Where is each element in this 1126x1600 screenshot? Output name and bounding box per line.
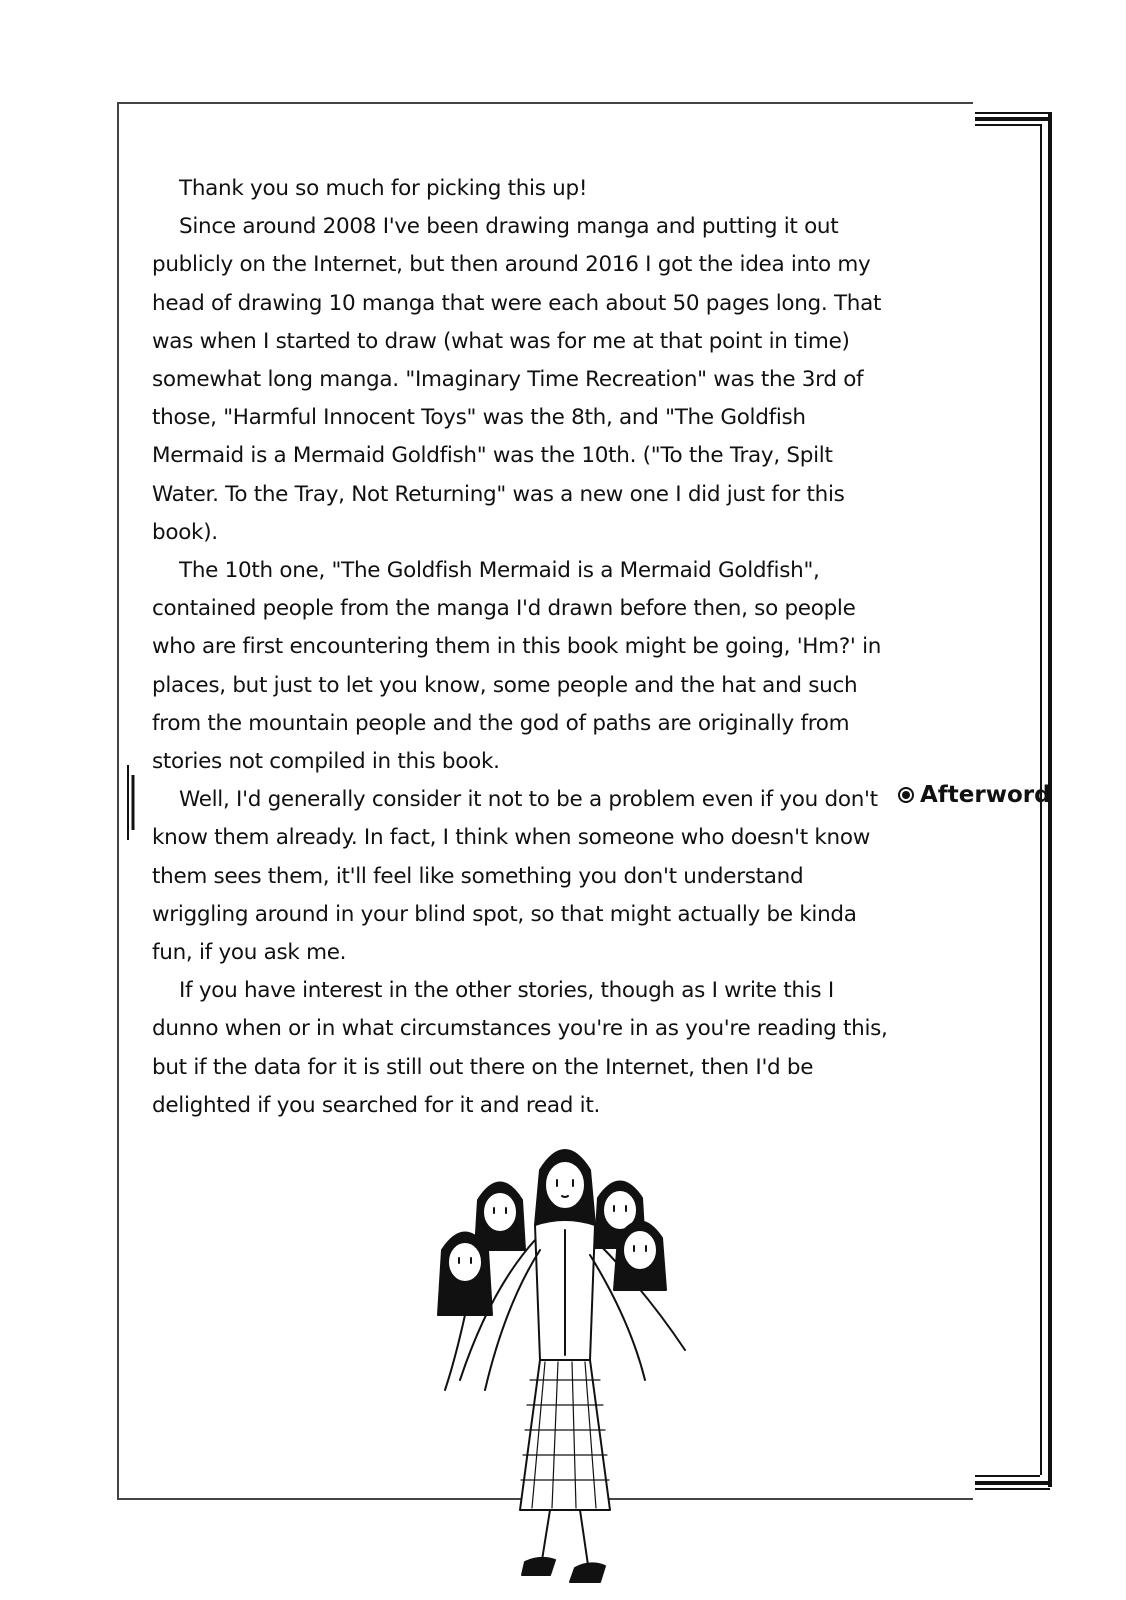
side-tick-marks xyxy=(126,765,138,840)
paragraph: The 10th one, "The Goldfish Mermaid is a Mermaid Goldfish", contained people from the manga I'd drawn before then, so people who are first encountering them in this book might be going, 'Hm?' in places, but just to let you know, some people and the hat and such from the mountain people and the god of paths are originally from stories not compiled in this book. xyxy=(152,558,882,775)
page-frame-left xyxy=(117,102,119,1498)
bracket-top-line xyxy=(975,124,1040,126)
section-label-text: Afterword xyxy=(920,782,1051,808)
bracket-bottom-line xyxy=(975,1481,1050,1485)
paragraph: If you have interest in the other stories, though as I write this I dunno when or in what circumstances you're in as you're reading this, but if the data for it is still out there on the Internet, then I'd be delighted if you searched for it and read it. xyxy=(152,978,888,1118)
bracket-bottom-line xyxy=(975,1488,1050,1490)
page-frame-top xyxy=(117,102,973,104)
paragraph: Thank you so much for picking this up! xyxy=(179,176,588,201)
paragraph: Well, I'd generally consider it not to be a problem even if you don't know them already. In fact, I think when someone who doesn't know them sees them, it'll feel like something you don't understand wriggling around in your blind spot, so that might actually be kinda fun, if you ask me. xyxy=(152,787,878,966)
section-label xyxy=(898,782,1051,808)
paragraph: Since around 2008 I've been drawing manga and putting it out publicly on the Internet, but then around 2016 I got the idea into my head of drawing 10 manga that were each about 50 pages long. That was when I started to draw (what was for me at that point in time) somewhat long manga. "Imaginary Time Recreation" was the 3rd of those, "Harmful Innocent Toys" was the 8th, and "The Goldfish Mermaid is a Mermaid Goldfish" was the 10th. ("To the Tray, Spilt Water. To the Tray, Not Returning" was a new one I did just for this book). xyxy=(152,214,882,545)
bracket-top-line xyxy=(975,117,1050,121)
bracket-bottom-line xyxy=(975,1475,1040,1477)
multi-headed-girl-illustration xyxy=(430,1130,700,1590)
afterword-body xyxy=(152,170,892,1125)
radio-bullet-icon xyxy=(898,787,914,803)
bracket-top-line xyxy=(975,112,1050,114)
